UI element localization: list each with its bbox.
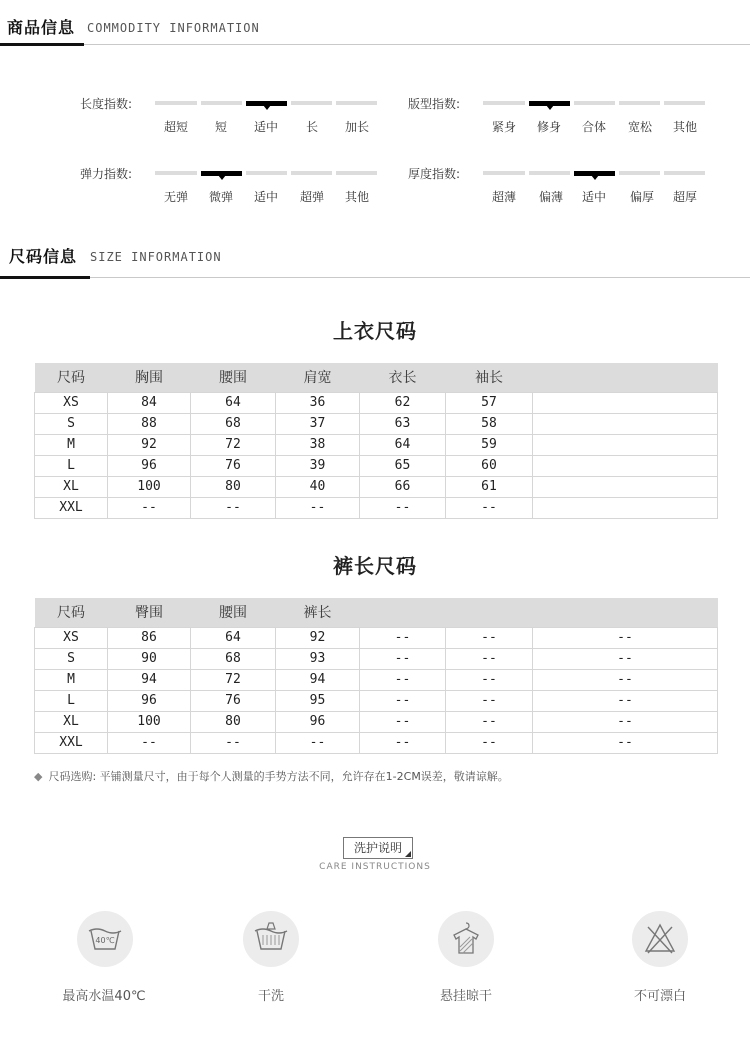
- table-cell: 88: [108, 413, 191, 434]
- table-header-cell: [533, 598, 718, 627]
- index-label: 弹力指数:: [80, 167, 133, 181]
- table-header-cell: 肩宽: [276, 363, 360, 392]
- divider-accent: [0, 43, 84, 46]
- table-cell: --: [446, 732, 533, 753]
- table-cell: 64: [191, 627, 276, 648]
- table-cell: 68: [191, 413, 276, 434]
- table-header-cell: [533, 363, 718, 392]
- table-cell: 86: [108, 627, 191, 648]
- table-header-cell: 胸围: [108, 363, 191, 392]
- index-bar-segment: [155, 171, 197, 175]
- table-cell: XS: [35, 392, 108, 413]
- index-bar-segment: [483, 171, 525, 175]
- index-bar-segment: [336, 101, 377, 105]
- table-cell: 57: [446, 392, 533, 413]
- table-row: [35, 711, 718, 732]
- index-bar-segment: [483, 101, 525, 105]
- table-cell: [533, 413, 718, 434]
- care-label: 干洗: [257, 989, 284, 1004]
- index-option: 宽松: [627, 120, 652, 134]
- index-label: 版型指数:: [408, 97, 461, 111]
- index-option: 适中: [253, 120, 278, 134]
- index-option: 无弹: [163, 190, 188, 204]
- care-label: 最高水温40℃: [62, 989, 146, 1004]
- index-option: 适中: [253, 190, 278, 204]
- wash-temp-text: 40℃: [95, 936, 115, 945]
- size-note: [34, 768, 509, 784]
- index-option: 偏厚: [629, 190, 654, 204]
- table-cell: --: [360, 711, 446, 732]
- care-label: 不可漂白: [633, 989, 686, 1004]
- table-cell: 92: [276, 627, 360, 648]
- index-option: 短: [214, 120, 227, 134]
- divider: [0, 277, 750, 278]
- table-cell: --: [360, 627, 446, 648]
- size-subtitle: SIZE INFORMATION: [90, 250, 222, 264]
- table-cell: 60: [446, 455, 533, 476]
- index-bar-segment: [664, 171, 705, 175]
- index-bar-segment: [201, 101, 242, 105]
- table-row: [35, 669, 718, 690]
- size-section-header: [0, 240, 750, 280]
- care-label: 悬挂晾干: [439, 989, 492, 1004]
- table-cell: 94: [276, 669, 360, 690]
- table-cell: 72: [191, 669, 276, 690]
- table-cell: --: [276, 732, 360, 753]
- index-bar-selected: [246, 101, 287, 106]
- table-cell: --: [446, 690, 533, 711]
- index-option: 超薄: [491, 190, 516, 204]
- care-title: 洗护说明: [343, 837, 413, 859]
- table-cell: 62: [360, 392, 446, 413]
- table-cell: --: [446, 669, 533, 690]
- table-cell: --: [276, 497, 360, 518]
- table-cell: M: [35, 434, 108, 455]
- table-cell: --: [360, 690, 446, 711]
- table-cell: --: [191, 497, 276, 518]
- table-cell: 39: [276, 455, 360, 476]
- table-header-cell: 臀围: [108, 598, 191, 627]
- wash-basin-icon: [77, 911, 133, 967]
- table-cell: --: [533, 648, 718, 669]
- index-option: 修身: [536, 120, 561, 134]
- table-cell: --: [533, 732, 718, 753]
- table-cell: 94: [108, 669, 191, 690]
- table-cell: --: [533, 669, 718, 690]
- table-header-cell: 尺码: [35, 363, 108, 392]
- table-cell: --: [108, 732, 191, 753]
- index-bar-segment: [574, 101, 615, 105]
- pants-size-table: [34, 598, 718, 754]
- table-cell: --: [446, 497, 533, 518]
- table-cell: [533, 476, 718, 497]
- table-header-row: [35, 363, 718, 392]
- index-bar-segment: [246, 171, 287, 175]
- commodity-title: 商品信息: [7, 18, 76, 37]
- table-header-cell: 衣长: [360, 363, 446, 392]
- table-cell: 100: [108, 711, 191, 732]
- table-row: [35, 392, 718, 413]
- table-cell: --: [360, 669, 446, 690]
- table-cell: 90: [108, 648, 191, 669]
- table-header-cell: [446, 598, 533, 627]
- index-bar-selected: [201, 171, 242, 176]
- index-option: 超短: [163, 120, 188, 134]
- table-cell: 72: [191, 434, 276, 455]
- table-row: [35, 497, 718, 518]
- diamond-bullet-icon: ◆: [34, 770, 43, 783]
- table-cell: --: [108, 497, 191, 518]
- commodity-subtitle: COMMODITY INFORMATION: [87, 21, 260, 35]
- table-row: [35, 732, 718, 753]
- table-cell: 37: [276, 413, 360, 434]
- table-cell: 80: [191, 476, 276, 497]
- table-header-cell: 腰围: [191, 363, 276, 392]
- index-option: 适中: [581, 190, 606, 204]
- table-cell: --: [533, 627, 718, 648]
- index-option: 其他: [672, 120, 697, 134]
- table-cell: 64: [191, 392, 276, 413]
- table-cell: 59: [446, 434, 533, 455]
- size-title: 尺码信息: [9, 247, 78, 266]
- index-option: 加长: [344, 120, 369, 134]
- table-row: [35, 627, 718, 648]
- table-cell: L: [35, 455, 108, 476]
- table-cell: 36: [276, 392, 360, 413]
- index-option: 长: [305, 120, 318, 134]
- index-option: 超厚: [672, 190, 697, 204]
- pants-size-title: 裤长尺码: [333, 554, 417, 578]
- index-label: 厚度指数:: [408, 167, 461, 181]
- index-bar-segment: [291, 101, 332, 105]
- index-bar-segment: [291, 171, 332, 175]
- table-cell: --: [360, 732, 446, 753]
- index-option: 紧身: [491, 120, 516, 134]
- table-cell: S: [35, 413, 108, 434]
- care-subtitle: CARE INSTRUCTIONS: [319, 862, 431, 872]
- top-size-table: [34, 363, 718, 519]
- table-row: [35, 455, 718, 476]
- table-cell: 61: [446, 476, 533, 497]
- table-cell: 65: [360, 455, 446, 476]
- table-cell: 95: [276, 690, 360, 711]
- table-cell: 76: [191, 455, 276, 476]
- table-row: [35, 434, 718, 455]
- index-option: 微弹: [208, 190, 233, 204]
- index-option: 超弹: [299, 190, 324, 204]
- hang-dry-icon: [438, 911, 494, 967]
- index-label: 长度指数:: [80, 97, 133, 111]
- table-cell: XXL: [35, 732, 108, 753]
- table-cell: 96: [276, 711, 360, 732]
- index-option: 合体: [581, 120, 606, 134]
- table-header-cell: 裤长: [276, 598, 360, 627]
- table-cell: XS: [35, 627, 108, 648]
- table-header-cell: 袖长: [446, 363, 533, 392]
- table-header-cell: 腰围: [191, 598, 276, 627]
- table-cell: --: [446, 627, 533, 648]
- commodity-section-header: [0, 0, 750, 46]
- table-cell: --: [360, 497, 446, 518]
- table-cell: 40: [276, 476, 360, 497]
- table-row: [35, 690, 718, 711]
- table-row: [35, 648, 718, 669]
- table-cell: L: [35, 690, 108, 711]
- table-cell: M: [35, 669, 108, 690]
- no-bleach-icon: [632, 911, 688, 967]
- table-cell: --: [191, 732, 276, 753]
- table-header-cell: [360, 598, 446, 627]
- top-size-title: 上衣尺码: [333, 319, 417, 343]
- size-note-text: 尺码选购: 平铺测量尺寸，由于每个人测量的手势方法不同，允许存在1-2CM误差，敬请谅解。: [48, 770, 509, 783]
- table-cell: --: [446, 648, 533, 669]
- table-cell: 96: [108, 690, 191, 711]
- table-cell: 93: [276, 648, 360, 669]
- table-cell: 64: [360, 434, 446, 455]
- table-cell: 96: [108, 455, 191, 476]
- index-bar-selected: [574, 171, 615, 176]
- table-cell: 66: [360, 476, 446, 497]
- table-cell: --: [533, 711, 718, 732]
- index-option: 其他: [344, 190, 369, 204]
- index-bar-segment: [155, 101, 197, 105]
- dry-clean-icon: [243, 911, 299, 967]
- table-cell: [533, 434, 718, 455]
- index-option: 偏薄: [538, 190, 563, 204]
- table-cell: 84: [108, 392, 191, 413]
- table-cell: 92: [108, 434, 191, 455]
- table-cell: XL: [35, 711, 108, 732]
- index-bar-segment: [664, 101, 705, 105]
- index-bar-segment: [619, 171, 660, 175]
- divider-accent: [0, 276, 90, 279]
- table-header-cell: 尺码: [35, 598, 108, 627]
- table-cell: 76: [191, 690, 276, 711]
- table-cell: 58: [446, 413, 533, 434]
- table-row: [35, 413, 718, 434]
- table-cell: --: [446, 711, 533, 732]
- table-cell: 63: [360, 413, 446, 434]
- table-cell: [533, 455, 718, 476]
- index-bar-segment: [336, 171, 377, 175]
- divider: [0, 44, 750, 45]
- table-cell: [533, 497, 718, 518]
- index-bar-selected: [529, 101, 570, 106]
- table-cell: 38: [276, 434, 360, 455]
- table-cell: --: [533, 690, 718, 711]
- index-bar-segment: [529, 171, 570, 175]
- table-cell: [533, 392, 718, 413]
- table-cell: XL: [35, 476, 108, 497]
- table-cell: 100: [108, 476, 191, 497]
- table-cell: --: [360, 648, 446, 669]
- index-bar-segment: [619, 101, 660, 105]
- table-header-row: [35, 598, 718, 627]
- table-cell: S: [35, 648, 108, 669]
- table-cell: XXL: [35, 497, 108, 518]
- table-cell: 80: [191, 711, 276, 732]
- table-cell: 68: [191, 648, 276, 669]
- table-row: [35, 476, 718, 497]
